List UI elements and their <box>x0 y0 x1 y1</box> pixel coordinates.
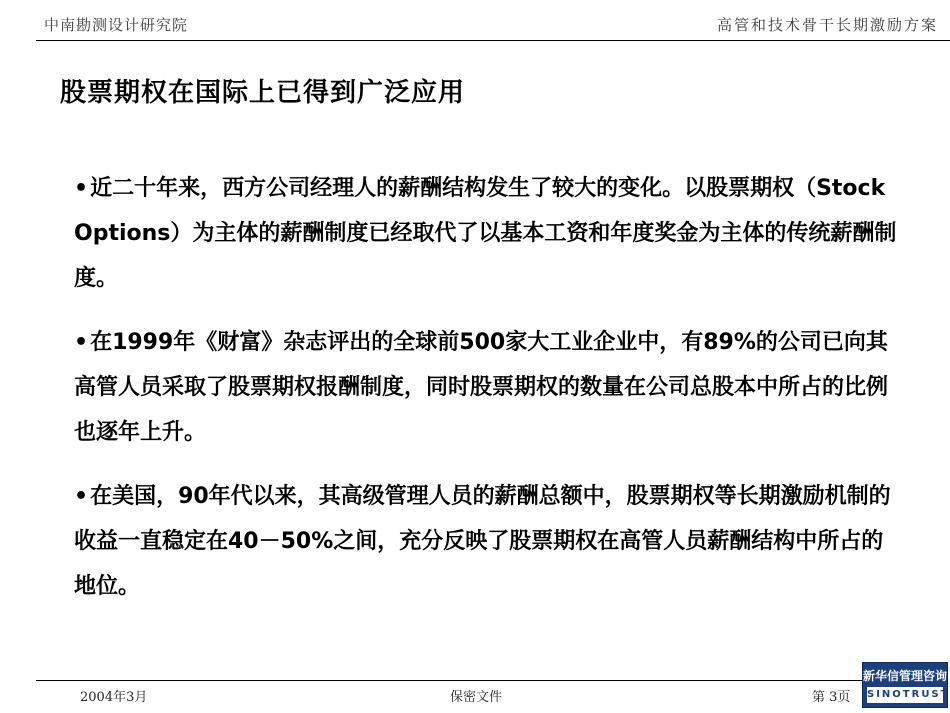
logo-chinese-text: 新华信管理咨询 <box>863 669 948 683</box>
paragraph-text: 在美国，90年代以来，其高级管理人员的薪酬总额中，股票期权等长期激励机制的收益一直稳定在40－50%之间，充分反映了股票期权在高管人员薪酬结构中所占的地位。 <box>74 484 891 599</box>
paragraph-3 <box>74 474 904 609</box>
logo-english-text: SINOTRUST <box>867 687 943 703</box>
paragraph-text: 在1999年《财富》杂志评出的全球前500家大工业企业中，有89%的公司已向其高管人员采取了股票期权报酬制度，同时股票期权的数量在公司总股本中所占的比例也逐年上升。 <box>74 330 889 445</box>
page-number: 第 3页 <box>812 690 851 705</box>
bullet-icon: • <box>74 330 89 355</box>
sinotrust-logo <box>862 662 948 708</box>
paragraph-text: 近二十年来，西方公司经理人的薪酬结构发生了较大的变化。以股票期权（Stock Options）为主体的薪酬制度已经取代了以基本工资和年度奖金为主体的传统薪酬制度。 <box>74 176 897 291</box>
bullet-icon: • <box>74 176 89 201</box>
header-divider <box>36 40 950 41</box>
header-org: 中南勘测设计研究院 <box>44 16 189 34</box>
header-doc-title: 高管和技术骨干长期激励方案 <box>716 16 938 34</box>
footer-confidential: 保密文件 <box>450 690 503 705</box>
paragraph-2 <box>74 320 904 455</box>
slide-title: 股票期权在国际上已得到广泛应用 <box>60 78 466 108</box>
paragraph-1 <box>74 166 904 301</box>
footer-divider <box>36 680 862 681</box>
slide-body <box>74 166 904 628</box>
footer-date: 2004年3月 <box>80 690 148 705</box>
bullet-icon: • <box>74 484 89 509</box>
